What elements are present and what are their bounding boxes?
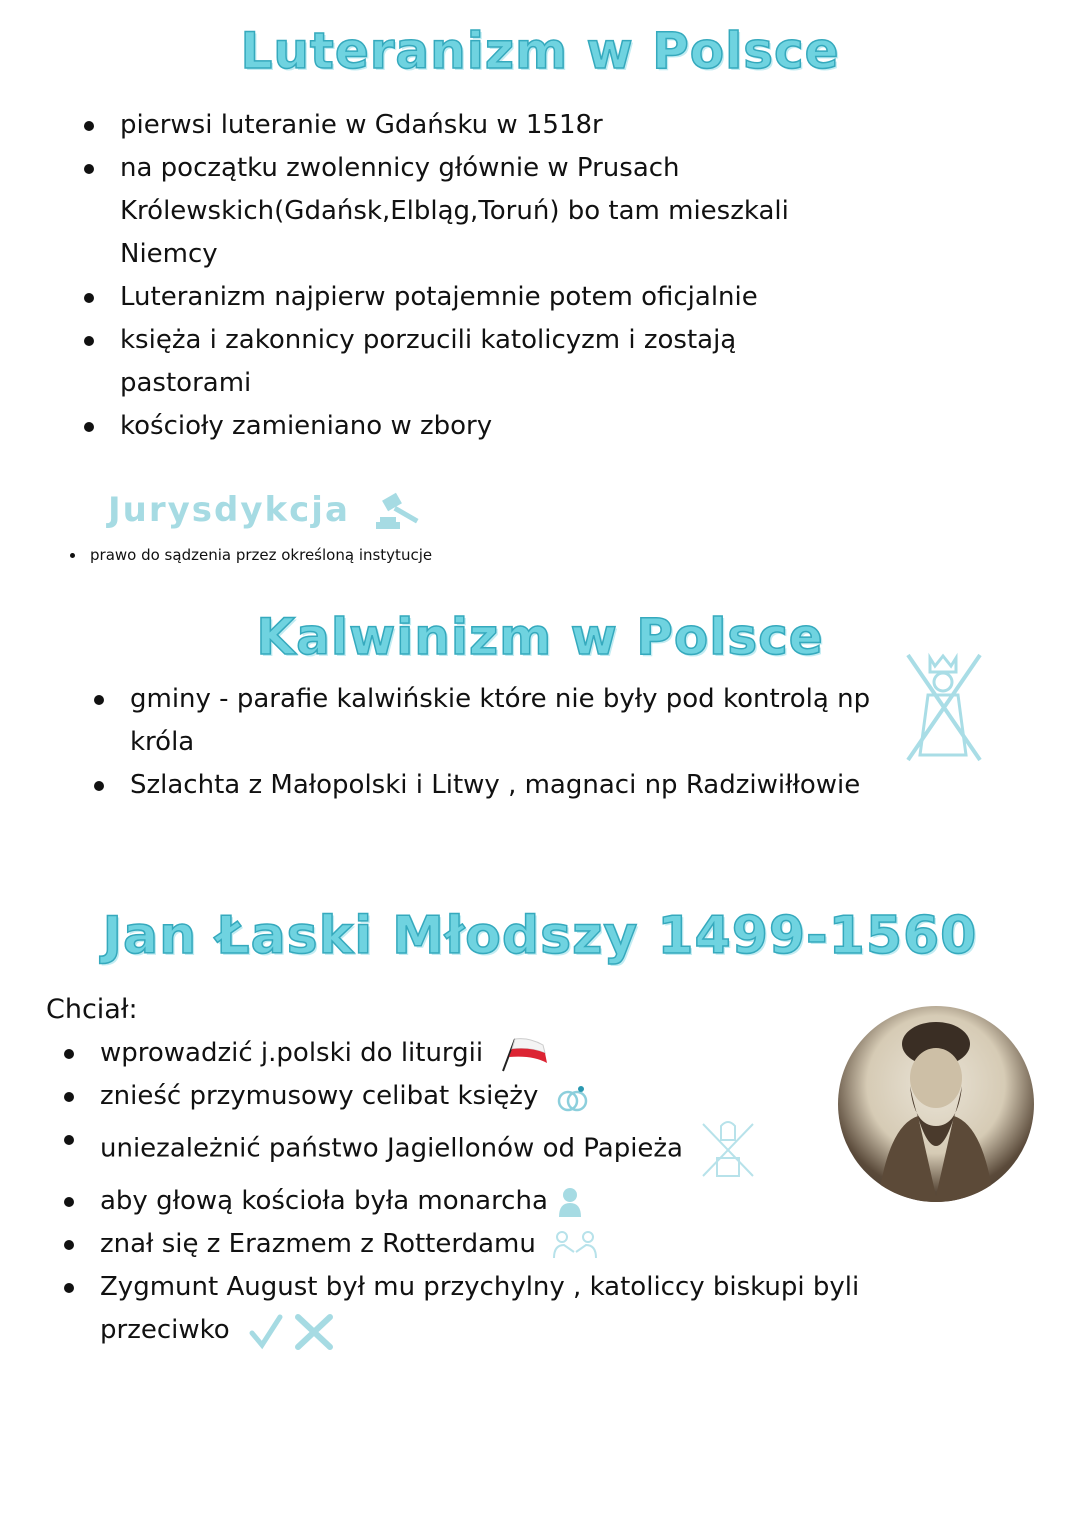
list-item: Szlachta z Małopolski i Litwy , magnaci np Radziwiłłowie: [130, 764, 910, 807]
check-and-cross-icon: [246, 1311, 338, 1351]
laski-list: [100, 1032, 860, 1352]
jurysdykcja-list: [90, 545, 590, 565]
handshake-people-icon: [552, 1230, 598, 1260]
intro-label: Chciał:: [46, 994, 138, 1025]
list-item: księża i zakonnicy porzucili katolicyzm i zostają pastorami: [120, 319, 800, 405]
list-item: Luteranizm najpierw potajemnie potem oficjalnie: [120, 276, 840, 319]
list-item: kościoły zamieniano w zbory: [120, 405, 840, 448]
list-item: Zygmunt August był mu przychylny , katoliccy biskupi byli przeciwko: [100, 1266, 860, 1352]
person-icon: [558, 1187, 582, 1217]
title-kalwinizm: Kalwinizm w Polsce: [256, 608, 824, 666]
luteranizm-list: [120, 104, 840, 448]
gavel-icon: [372, 492, 424, 532]
crossed-pope-icon: [699, 1118, 757, 1180]
portrait-drawing: [838, 1006, 1034, 1202]
list-item: aby głową kościoła była monarcha: [100, 1180, 860, 1223]
list-item: prawo do sądzenia przez określoną instytucje: [90, 545, 590, 565]
list-item: wprowadzić j.polski do liturgii: [100, 1032, 860, 1075]
list-item: znał się z Erazmem z Rotterdamu: [100, 1223, 860, 1266]
list-item: pierwsi luteranie w Gdańsku w 1518r: [120, 104, 840, 147]
jurysdykcja-heading: Jurysdykcja: [108, 490, 424, 532]
title-jan-laski: Jan Łaski Młodszy 1499-1560: [102, 906, 978, 966]
polish-flag-icon: [499, 1035, 547, 1073]
kalwinizm-list: [130, 678, 910, 807]
crossed-king-icon: [900, 650, 986, 765]
title-luteranizm: Luteranizm w Polsce: [240, 22, 840, 80]
list-item: na początku zwolennicy głównie w Prusach Królewskich(Gdańsk,Elbląg,Toruń) bo tam mieszkali Niemcy: [120, 147, 840, 276]
wedding-rings-icon: [555, 1079, 591, 1115]
list-item: znieść przymusowy celibat księży: [100, 1075, 860, 1118]
list-item: uniezależnić państwo Jagiellonów od Papieża: [100, 1118, 860, 1180]
jan-laski-portrait: [838, 1006, 1034, 1202]
list-item: gminy - parafie kalwińskie które nie były pod kontrolą np króla: [130, 678, 900, 764]
